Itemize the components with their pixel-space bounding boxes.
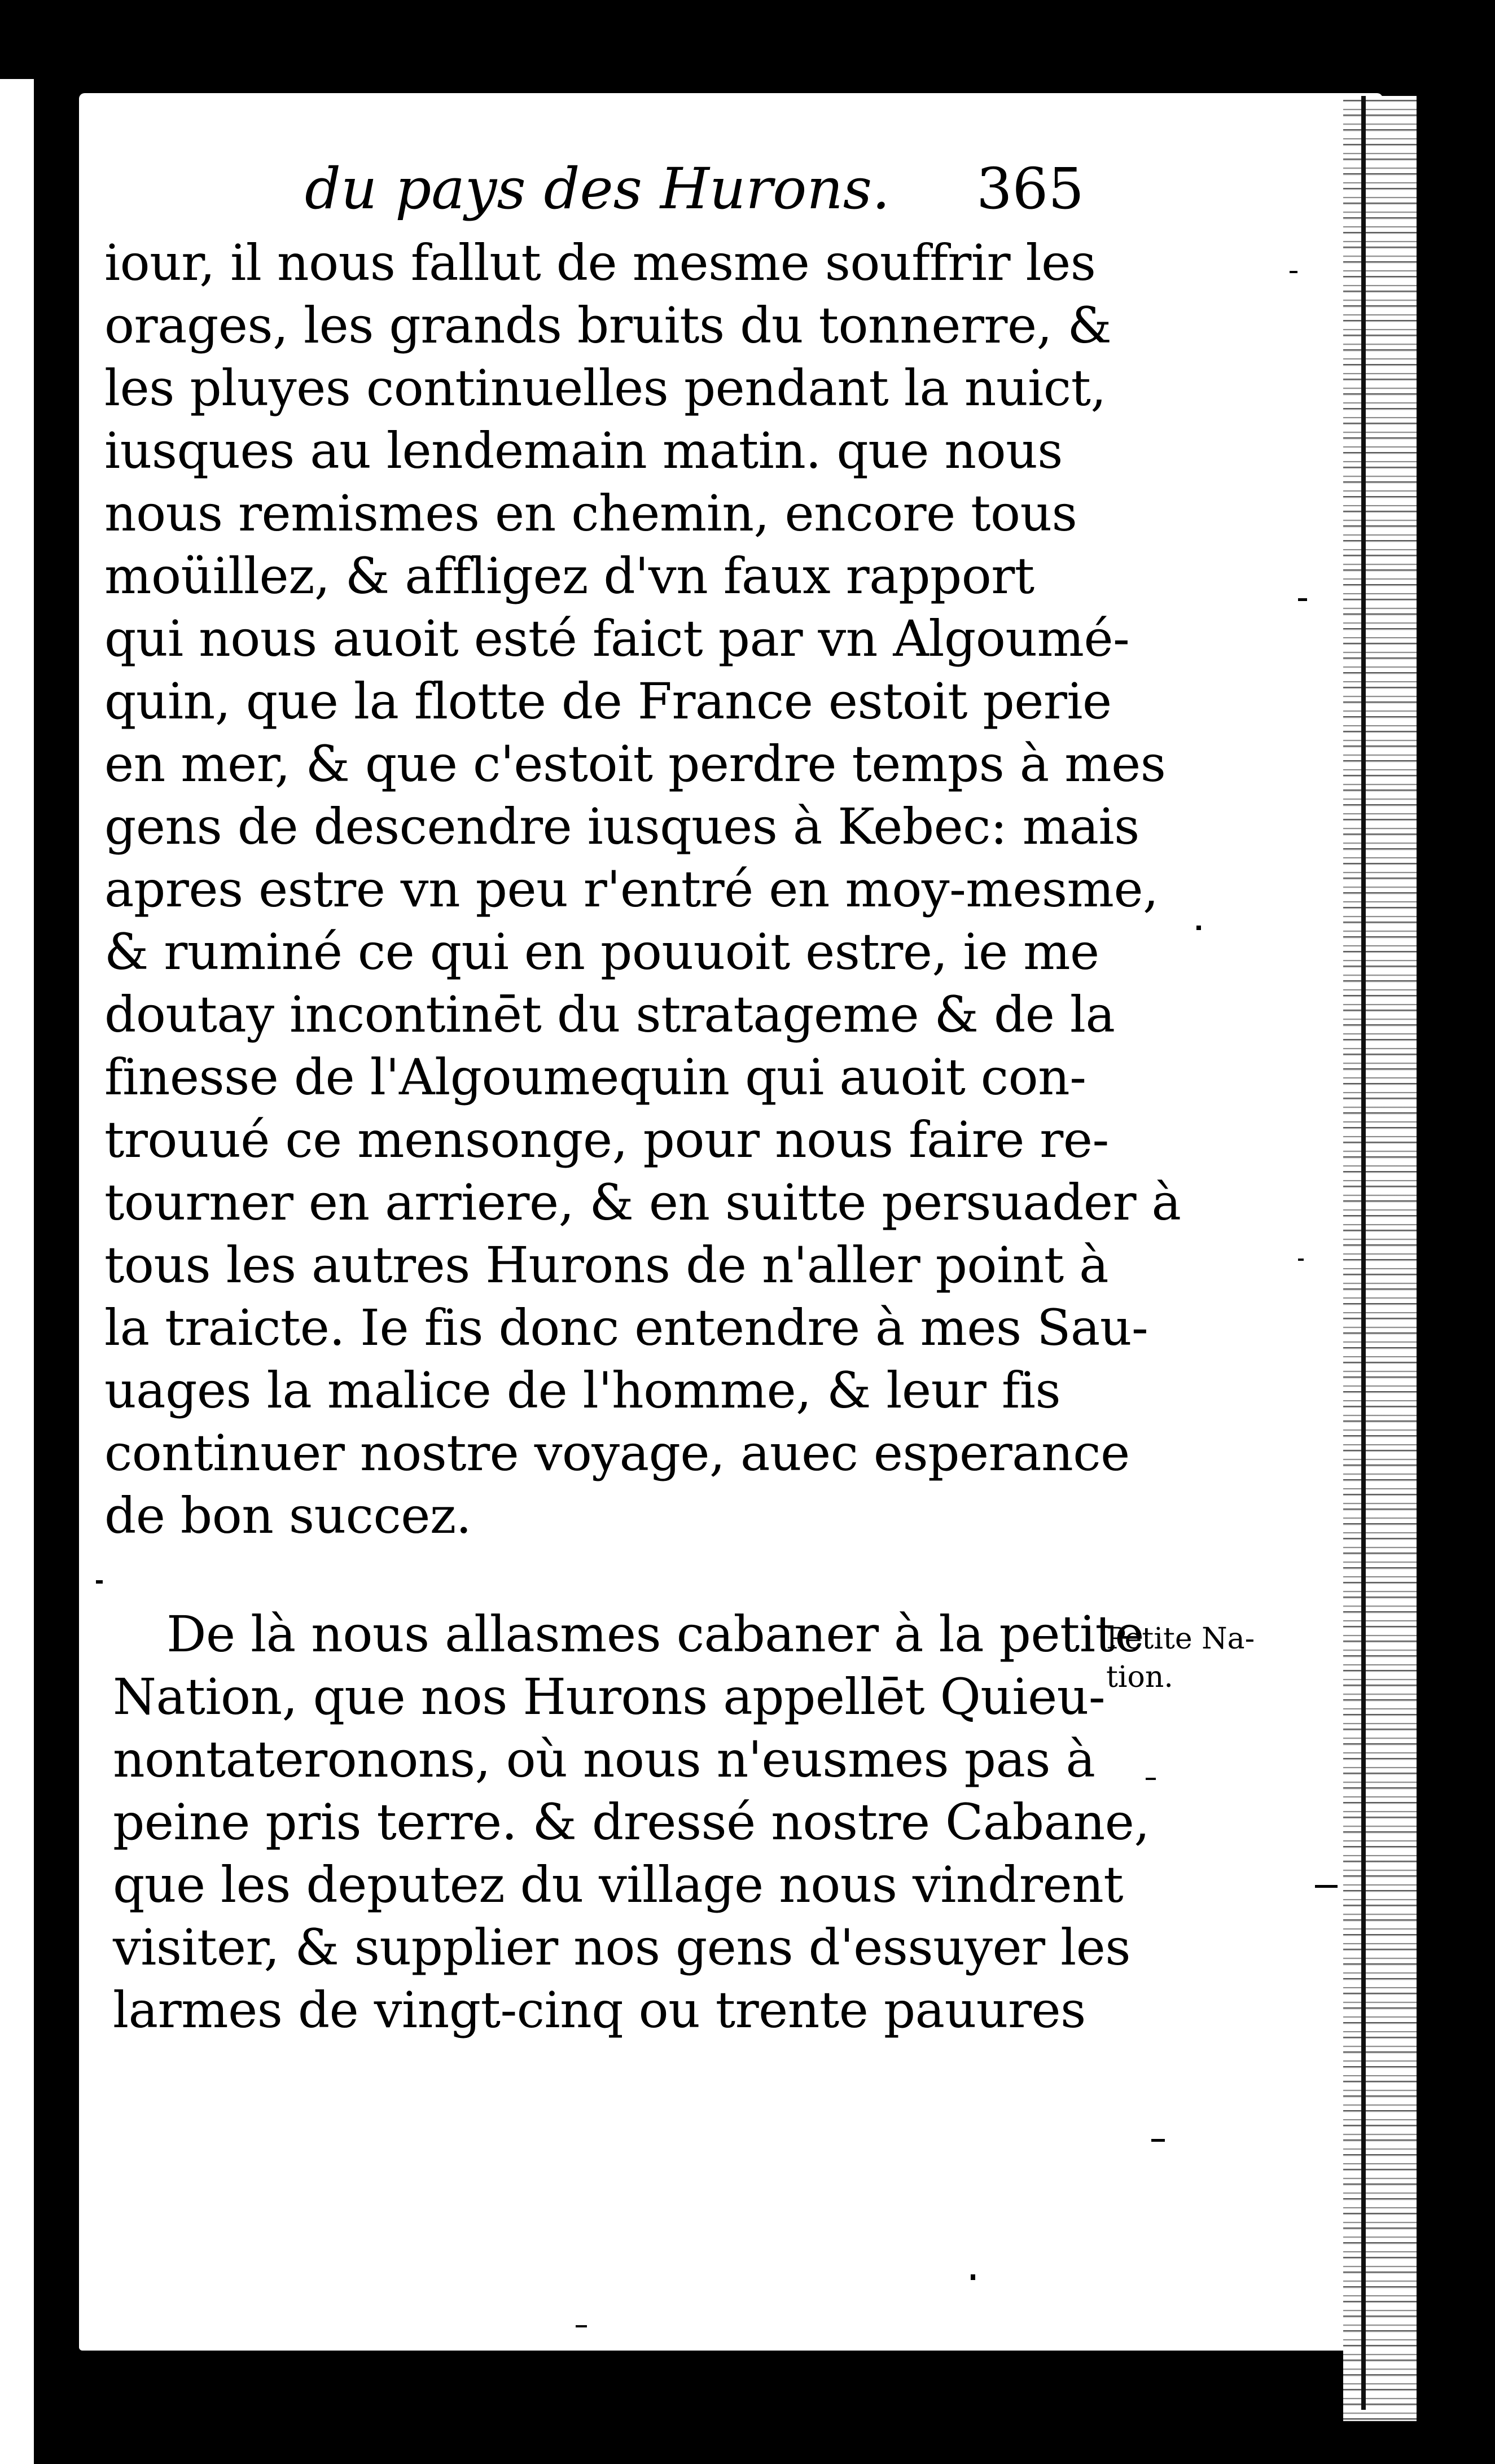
text-line: peine pris terre. & dressé nostre Cabane, <box>113 1793 1150 1851</box>
scan-speck <box>96 1580 103 1584</box>
text-line: & ruminé ce qui en pouuoit estre, ie me <box>104 923 1099 981</box>
text-line: la traicte. Ie fis donc entendre à mes Sau- <box>104 1299 1148 1357</box>
paragraph-1 <box>104 231 1181 1547</box>
text-line: tous les autres Hurons de n'aller point à <box>104 1236 1109 1294</box>
scan-speck <box>1146 1778 1156 1780</box>
scanner-background <box>1428 0 1495 2464</box>
text-line: orages, les grands bruits du tonnerre, & <box>104 296 1112 354</box>
paragraph-2 <box>113 1603 1150 2041</box>
text-line: De là nous allasmes cabaner à la petite <box>166 1605 1144 1663</box>
text-line: moüillez, & affligez d'vn faux rapport <box>104 547 1034 605</box>
running-head <box>305 152 1123 226</box>
margin-note <box>1106 1620 1332 1696</box>
text-line: de bon succez. <box>104 1487 472 1545</box>
page-gutter-edge <box>1343 96 1417 2421</box>
text-line: continuer nostre voyage, auec esperance <box>104 1424 1130 1482</box>
text-line: en mer, & que c'estoit perdre temps à mes <box>104 735 1166 793</box>
margin-note-line: Petite Na- <box>1106 1622 1255 1656</box>
scan-speck <box>1315 1885 1338 1888</box>
text-line: iour, il nous fallut de mesme souffrir les <box>104 234 1096 292</box>
scanner-edge-strip <box>0 79 34 2464</box>
text-line: uages la malice de l'homme, & leur fis <box>104 1361 1061 1419</box>
text-line: larmes de vingt-cinq ou trente pauures <box>113 1981 1086 2039</box>
scan-speck <box>1196 926 1201 930</box>
text-line: gens de descendre iusques à Kebec: mais <box>104 797 1139 856</box>
margin-note-line: tion. <box>1106 1660 1173 1694</box>
text-line: visiter, & supplier nos gens d'essuyer les <box>113 1918 1130 1976</box>
scan-speck <box>576 2325 587 2327</box>
text-line: qui nous auoit esté faict par vn Algoumé- <box>104 610 1130 668</box>
page-number: 365 <box>976 156 1084 222</box>
text-line: nous remismes en chemin, encore tous <box>104 484 1077 542</box>
scan-speck <box>971 2274 975 2280</box>
text-line: trouué ce mensonge, pour nous faire re- <box>104 1111 1109 1169</box>
scan-speck <box>1151 2139 1165 2142</box>
running-head-title: du pays des Hurons. <box>305 156 890 222</box>
text-line: quin, que la flotte de France estoit perie <box>104 672 1112 730</box>
scan-speck <box>1298 598 1307 601</box>
scan-speck <box>1298 1259 1304 1261</box>
text-line: que les deputez du village nous vindrent <box>113 1856 1124 1914</box>
text-line: les pluyes continuelles pendant la nuict, <box>104 359 1106 417</box>
text-line: iusques au lendemain matin. que nous <box>104 422 1063 480</box>
text-line: finesse de l'Algoumequin qui auoit con- <box>104 1048 1086 1106</box>
scan-speck <box>1290 271 1297 273</box>
gutter-line <box>1361 96 1366 2410</box>
text-line: tourner en arriere, & en suitte persuader à <box>104 1173 1181 1231</box>
text-line: apres estre vn peu r'entré en moy-mesme, <box>104 860 1159 918</box>
text-line: Nation, que nos Hurons appellēt Quieu- <box>113 1668 1106 1726</box>
text-line: nontateronons, où nous n'eusmes pas à <box>113 1730 1095 1788</box>
text-line: doutay incontinēt du stratageme & de la <box>104 985 1115 1044</box>
